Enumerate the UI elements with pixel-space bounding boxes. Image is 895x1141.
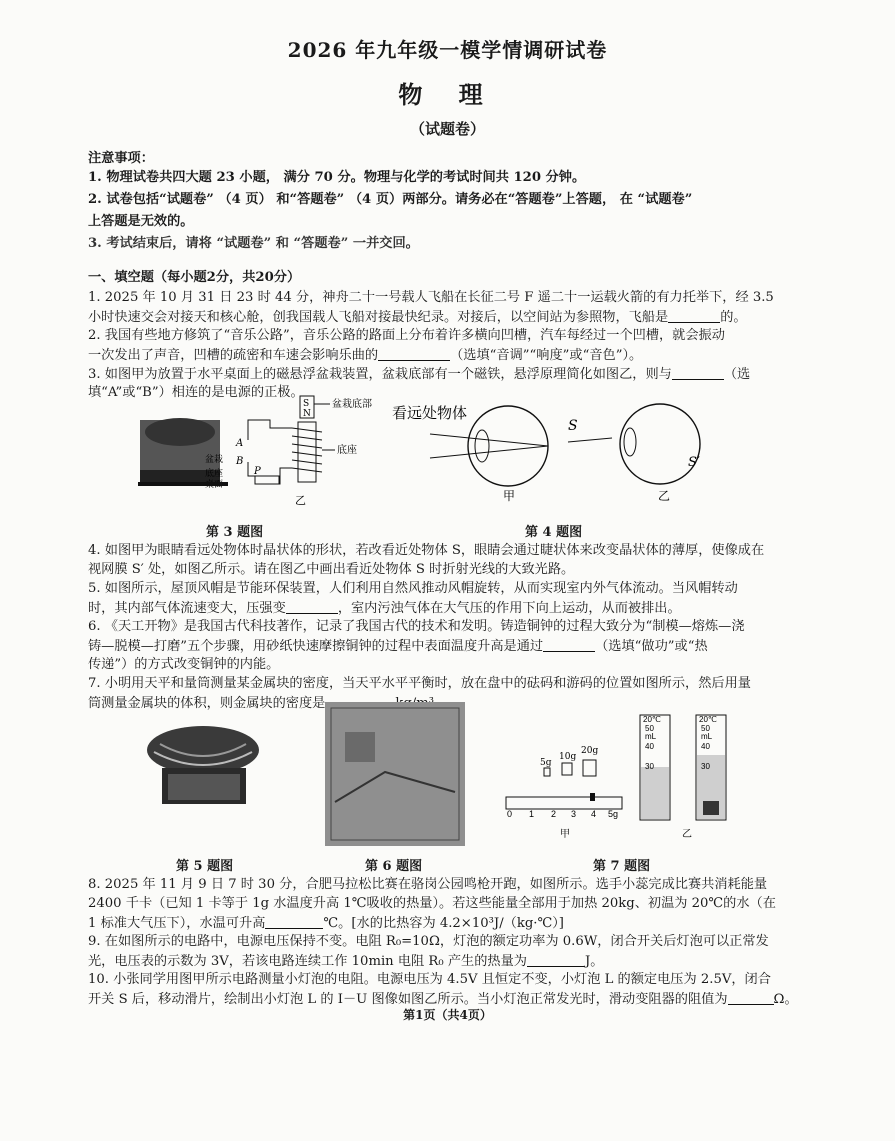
ray-b xyxy=(568,438,612,442)
section-heading: 一、填空题（每小题2分，共20分） xyxy=(88,270,301,285)
q9-unit: J。 xyxy=(584,954,604,969)
q8-tail: ℃。[水的比热容为 4.2×10³J/（kg·℃）] xyxy=(323,916,564,931)
wind-cap-base-face xyxy=(168,774,240,800)
base-label-a: 底座 xyxy=(205,468,224,478)
temp-a: 20℃ xyxy=(643,715,661,724)
fig4-yi: 乙 xyxy=(658,489,671,503)
magnet-base-label: 盆栽底部 xyxy=(332,399,372,410)
q6-text: 铸—脱模—打磨”五个步骤，用砂纸快速摩擦铜钟的过程中表面温度升高是通过 xyxy=(88,639,544,654)
slider-p: P xyxy=(254,466,261,477)
bonsai-foliage xyxy=(145,418,215,446)
fig3-yi: 乙 xyxy=(295,494,306,507)
far-object-label: 看远处物体 xyxy=(392,405,468,422)
q10-unit: Ω。 xyxy=(773,992,798,1007)
q9-line1: 9. 在如图所示的电路中，电源电压保持不变。电阻 R₀=10Ω，灯泡的额定功率为 0.6W，闭合开关后灯泡可以正常发 xyxy=(88,934,769,949)
terminal-b: B xyxy=(236,456,244,467)
q6-answer-blank[interactable] xyxy=(543,637,595,652)
scale-0: 0 xyxy=(507,809,513,819)
q5-tail: ，室内污浊气体在大气压的作用下向上运动，从而被排出。 xyxy=(337,601,681,616)
q9-answer-blank[interactable] xyxy=(527,952,585,967)
q2-answer-blank[interactable] xyxy=(378,346,450,361)
q3-line2: 填“A”或“B”）相连的是电源的正极。 xyxy=(88,385,304,400)
q1-tail: 的。 xyxy=(720,310,747,325)
ml-a: mL xyxy=(645,732,657,741)
c40-b: 40 xyxy=(701,742,710,751)
weight-20g-label: 20g xyxy=(581,746,599,756)
c40-a: 40 xyxy=(645,742,654,751)
scale-4: 4 xyxy=(591,809,597,819)
q5-text: 时，其内部气体流速变大，压强变 xyxy=(88,601,286,616)
fig6-caption: 第 6 题图 xyxy=(365,859,423,874)
wind-cap-dome xyxy=(147,726,259,774)
scale-3: 3 xyxy=(571,809,577,819)
q3-text: 3. 如图甲为放置于水平桌面上的磁悬浮盆栽装置，盆栽底部有一个磁铁，悬浮原理简化如图乙，则与 xyxy=(88,367,672,382)
figure-4 xyxy=(390,400,730,510)
q6-line1: 6. 《天工开物》是我国古代科技著作，记录了我国古代的技术和发明。铸造铜钟的过程大致分为“制模—熔炼—浇 xyxy=(88,619,745,634)
q5-answer-blank[interactable] xyxy=(286,599,338,614)
q1-line2 xyxy=(88,308,838,327)
wire-a xyxy=(248,420,292,440)
fig4-jia: 甲 xyxy=(503,489,516,503)
fig7-yi: 乙 xyxy=(682,829,692,840)
notice-item-3: 3. 考试结束后，请将 “试题卷” 和 “答题卷” 一并交回。 xyxy=(88,236,419,251)
fig7-caption: 第 7 题图 xyxy=(593,859,651,874)
eye-b xyxy=(620,404,700,484)
notice-item-2: 2. 试卷包括“试题卷” （4 页） 和“答题卷” （4 页）两部分。请务必在“答题卷”上答题， 在 “试题卷” xyxy=(88,192,693,207)
q1-line1: 1. 2025 年 10 月 31 日 23 时 44 分，神舟二十一号载人飞船在长征二号 F 遥二十一运载火箭的有力托举下，经 3.5 xyxy=(88,290,774,305)
rider[interactable] xyxy=(590,793,595,801)
q8-text: 1 标准大气压下），水温可升高 xyxy=(88,916,266,931)
q4-line1: 4. 如图甲为眼睛看远处物体时晶状体的形状，若改看近处物体 S，眼睛会通过睫状体来改变晶状体的薄厚，使像成在 xyxy=(88,543,765,558)
fig4-caption: 第 4 题图 xyxy=(525,525,583,540)
q8-line2: 2400 千卡（已知 1 卡等于 1g 水温度升高 1℃吸收的热量）。若这些能量全部用于加热 20kg、初温为 20℃的水（在 xyxy=(88,896,776,911)
q9-line2 xyxy=(88,952,838,971)
exam-title: 2026 年九年级一模学情调研试卷 xyxy=(287,38,608,62)
water-a xyxy=(641,767,669,819)
q2-options: （选填“音调”“响度”或“音色”）。 xyxy=(450,348,643,363)
q2-text: 一次发出了声音，凹槽的疏密和车速会影响乐曲的 xyxy=(88,348,379,363)
fig5-caption: 第 5 题图 xyxy=(176,859,234,874)
scale-5g: 5g xyxy=(608,809,619,819)
q7-line1: 7. 小明用天平和量筒测量某金属块的密度，当天平水平平衡时，放在盘中的砝码和游码的位置如图所示，然后用量 xyxy=(88,676,751,691)
q10-line1: 10. 小张同学用图甲所示电路测量小灯泡的电阻。电源电压为 4.5V 且恒定不变，小灯泡 L 的额定电压为 2.5V，闭合 xyxy=(88,972,771,987)
q1-answer-blank[interactable] xyxy=(668,308,720,323)
subject-title: 物 理 xyxy=(398,80,497,109)
scale-1: 1 xyxy=(529,809,535,819)
c50-a: 50 xyxy=(645,724,654,733)
weight-10g-label: 10g xyxy=(559,752,577,762)
q3-options: （选 xyxy=(723,367,751,382)
q6-line3: 传递”）的方式改变铜钟的内能。 xyxy=(88,657,280,672)
tabletop-line xyxy=(138,482,228,486)
paper-type: （试题卷） xyxy=(409,120,485,138)
notice-heading: 注意事项： xyxy=(88,151,154,166)
q8-line1: 8. 2025 年 11 月 9 日 7 时 30 分，合肥马拉松比赛在骆岗公园鸣枪开跑，如图所示。选手小蕊完成比赛共消耗能量 xyxy=(88,877,768,892)
c50-b: 50 xyxy=(701,724,710,733)
rider-scale xyxy=(506,797,622,809)
q5-line2 xyxy=(88,599,838,618)
base-label-b: 底座 xyxy=(337,445,357,456)
fig3-caption: 第 3 题图 xyxy=(206,525,264,540)
figure-3 xyxy=(130,392,380,514)
figure-6 xyxy=(325,702,465,846)
notice-item-2-cont: 上答题是无效的。 xyxy=(88,214,194,229)
magnet-n: N xyxy=(303,409,311,419)
lens-a xyxy=(475,430,489,462)
q10-answer-blank[interactable] xyxy=(728,990,774,1005)
magnet-s: S xyxy=(303,399,310,409)
image-sprime: S′ xyxy=(688,455,700,470)
q3-answer-blank[interactable] xyxy=(672,365,724,380)
weight-5g xyxy=(544,768,550,776)
fig7-jia: 甲 xyxy=(560,829,570,840)
eye-a xyxy=(468,406,548,486)
q7-text: 筒测量金属块的体积，则金属块的密度是 xyxy=(88,696,326,711)
q9-text: 光，电压表的示数为 3V，若该电路连续工作 10min 电阻 R₀ 产生的热量为 xyxy=(88,954,527,969)
metal-block xyxy=(703,801,719,815)
figure-7 xyxy=(500,705,740,845)
ml-b: mL xyxy=(701,732,713,741)
page-footer: 第1页（共4页） xyxy=(403,1008,492,1022)
illustration-structure xyxy=(345,732,375,762)
q8-line3 xyxy=(88,914,838,933)
q5-line1: 5. 如图所示，屋顶风帽是节能环保装置，人们利用自然风推动风帽旋转，从而实现室内外气体流动。当风帽转动 xyxy=(88,581,738,596)
q10-text: 开关 S 后，移动滑片，绘制出小灯泡 L 的 I－U 图像如图乙所示。当小灯泡正常发光时，滑动变阻器的阻值为 xyxy=(88,992,728,1007)
object-s: S xyxy=(568,418,578,434)
figure-5 xyxy=(140,718,270,818)
scale-2: 2 xyxy=(551,809,557,819)
weight-20g xyxy=(583,760,596,776)
q1-text: 小时快速交会对接天和核心舱，创我国载人飞船对接最快纪录。对接后，以空间站为参照物，飞船是 xyxy=(88,310,669,325)
q4-line2: 视网膜 S′ 处，如图乙所示。请在图乙中画出看近处物体 S 时折射光线的大致光路。 xyxy=(88,562,575,577)
c30-b: 30 xyxy=(701,762,710,771)
lens-b xyxy=(624,428,636,456)
notice-item-1: 1. 物理试卷共四大题 23 小题， 满分 70 分。物理与化学的考试时间共 120 分钟。 xyxy=(88,170,586,185)
pot-label: 盆栽 xyxy=(205,454,224,464)
terminal-a: A xyxy=(236,438,244,449)
solenoid-coil xyxy=(292,428,322,472)
rheostat xyxy=(255,476,279,484)
weight-10g xyxy=(562,763,572,775)
c30-a: 30 xyxy=(645,762,654,771)
weight-5g-label: 5g xyxy=(540,758,552,768)
q3-line1 xyxy=(88,365,838,384)
q2-line2 xyxy=(88,346,838,365)
temp-b: 20℃ xyxy=(699,715,717,724)
q6-options: （选填“做功”或“热 xyxy=(595,639,708,654)
q8-answer-blank[interactable] xyxy=(265,914,323,929)
q2-line1: 2. 我国有些地方修筑了“音乐公路”，音乐公路的路面上分布着许多横向凹槽，汽车每经过一个凹槽，就会振动 xyxy=(88,328,725,343)
q6-line2 xyxy=(88,637,838,656)
